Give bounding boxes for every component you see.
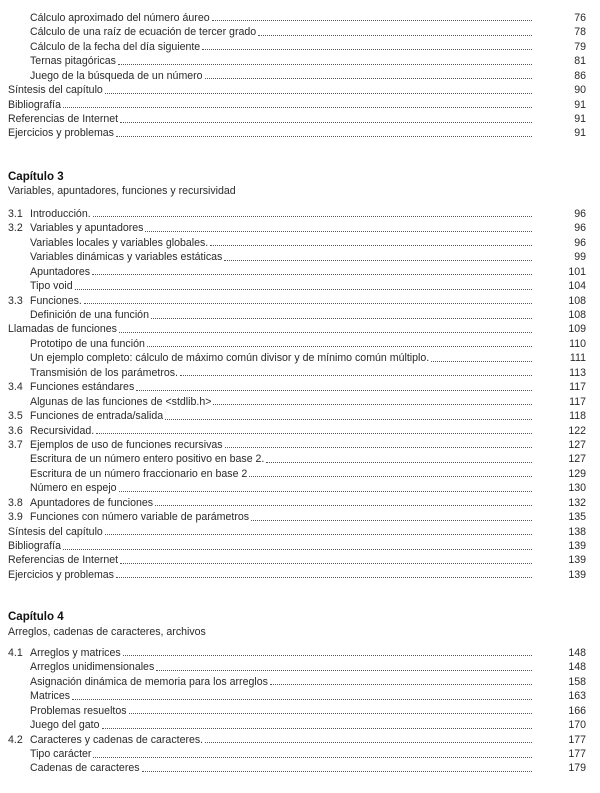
toc-entry[interactable] (8, 25, 586, 39)
toc-entry[interactable] (8, 718, 586, 732)
toc-entry[interactable] (8, 54, 586, 68)
entry-title: Apuntadores de funciones (30, 496, 154, 509)
dot-leader (251, 520, 532, 521)
page-number: 86 (574, 69, 586, 82)
page-number: 139 (568, 540, 586, 553)
toc-entry[interactable] (8, 409, 586, 423)
dot-leader (120, 122, 532, 123)
dot-leader (249, 476, 532, 477)
entry-title: Asignación dinámica de memoria para los arreglos (30, 675, 268, 688)
dot-leader (105, 534, 532, 535)
dot-leader (102, 728, 532, 729)
toc-entry[interactable] (8, 351, 586, 365)
page-number: 108 (568, 294, 586, 307)
chapter-4-subtitle: Arreglos, cadenas de caracteres, archivos (8, 626, 206, 638)
toc-entry[interactable] (8, 762, 586, 776)
page-number: 96 (574, 236, 586, 249)
page-number: 117 (569, 381, 586, 394)
entry-title: Definición de una función (30, 309, 149, 322)
page-number: 163 (568, 690, 586, 703)
toc-entry[interactable] (8, 689, 586, 703)
dot-leader (92, 274, 532, 275)
dot-leader (165, 419, 532, 420)
toc-list-chapter4 (8, 646, 586, 776)
entry-title: Arreglos unidimensionales (30, 661, 155, 674)
page-number: 177 (568, 733, 586, 746)
page-number: 158 (568, 675, 586, 688)
entry-title: Variables dinámicas y variables estáticas (30, 251, 223, 264)
entry-title: Variables locales y variables globales. (30, 236, 209, 249)
page-number: 109 (568, 323, 586, 336)
page-number: 91 (574, 113, 586, 126)
entry-title: Funciones de entrada/salida (30, 410, 164, 423)
toc-entry[interactable] (8, 733, 586, 747)
dot-leader (93, 757, 532, 758)
entry-title: Apuntadores (30, 265, 91, 278)
page-number: 129 (568, 467, 586, 480)
toc-entry[interactable] (8, 452, 586, 466)
dot-leader (205, 742, 532, 743)
entry-title: Referencias de Internet (8, 113, 119, 126)
entry-title: Juego de la búsqueda de un número (30, 69, 203, 82)
toc-entry[interactable] (8, 337, 586, 351)
section-number: 3.6 (8, 424, 23, 437)
entry-title: Funciones estándares (30, 381, 135, 394)
page-number: 130 (568, 482, 586, 495)
toc-entry[interactable] (8, 40, 586, 54)
dot-leader (431, 361, 532, 362)
toc-entry[interactable] (8, 265, 586, 279)
toc-entry[interactable] (8, 510, 586, 524)
page-number: 81 (574, 55, 586, 68)
entry-title: Ejercicios y problemas (8, 127, 114, 140)
page-number: 117 (569, 395, 586, 408)
entry-title: Cálculo de la fecha del día siguiente (30, 40, 201, 53)
toc-entry[interactable] (8, 568, 586, 582)
entry-title: Síntesis del capítulo (8, 84, 103, 97)
entry-title: Cálculo aproximado del número áureo (30, 11, 210, 24)
toc-entry[interactable] (8, 221, 586, 235)
page-number: 76 (574, 11, 586, 24)
entry-title: Ternas pitagóricas (30, 55, 116, 68)
toc-entry[interactable] (8, 112, 586, 126)
toc-entry[interactable] (8, 236, 586, 250)
section-number: 4.2 (8, 733, 23, 746)
toc-entry[interactable] (8, 424, 586, 438)
page-number: 113 (569, 366, 586, 379)
section-number: 3.4 (8, 381, 23, 394)
toc-entry[interactable] (8, 98, 586, 112)
entry-title: Referencias de Internet (8, 554, 119, 567)
section-number: 3.8 (8, 496, 23, 509)
toc-entry[interactable] (8, 250, 586, 264)
page-number: 79 (574, 40, 586, 53)
dot-leader (105, 93, 532, 94)
dot-leader (270, 684, 532, 685)
page-number: 148 (568, 646, 586, 659)
toc-list-chapter2-tail (8, 11, 586, 141)
dot-leader (96, 433, 532, 434)
dot-leader (72, 699, 532, 700)
dot-leader (151, 318, 532, 319)
page-number: 135 (568, 511, 586, 524)
entry-title: Cálculo de una raíz de ecuación de tercer grado (30, 26, 257, 39)
dot-leader (205, 78, 532, 79)
dot-leader (93, 216, 532, 217)
entry-title: Funciones. (30, 294, 82, 307)
dot-leader (63, 549, 532, 550)
entry-title: Ejercicios y problemas (8, 568, 114, 581)
dot-leader (210, 245, 532, 246)
page-number: 122 (568, 424, 586, 437)
entry-title: Bibliografía (8, 98, 61, 111)
entry-title: Juego del gato (30, 719, 100, 732)
page-number: 91 (574, 127, 586, 140)
entry-title: Ejemplos de uso de funciones recursivas (30, 438, 223, 451)
toc-entry[interactable] (8, 481, 586, 495)
page-number: 179 (568, 762, 586, 775)
toc-entry[interactable] (8, 127, 586, 141)
dot-leader (119, 491, 532, 492)
toc-entry[interactable] (8, 69, 586, 83)
entry-title: Tipo void (30, 280, 73, 293)
entry-title: Cadenas de caracteres (30, 762, 140, 775)
dot-leader (75, 289, 532, 290)
page-number: 170 (568, 719, 586, 732)
dot-leader (213, 404, 532, 405)
page-number: 96 (574, 207, 586, 220)
toc-entry[interactable] (8, 747, 586, 761)
page-number: 110 (569, 337, 586, 350)
entry-title: Un ejemplo completo: cálculo de máximo común divisor y de mínimo común múltiplo. (30, 352, 430, 365)
page-number: 127 (568, 438, 586, 451)
page-number: 78 (574, 26, 586, 39)
dot-leader (119, 332, 532, 333)
dot-leader (123, 655, 532, 656)
toc-entry[interactable] (8, 525, 586, 539)
page-number: 177 (568, 748, 586, 761)
dot-leader (155, 505, 532, 506)
entry-title: Arreglos y matrices (30, 646, 121, 659)
dot-leader (147, 346, 532, 347)
entry-title: Funciones con número variable de parámetros (30, 511, 250, 524)
entry-title: Matrices (30, 690, 71, 703)
toc-entry[interactable] (8, 395, 586, 409)
dot-leader (116, 136, 532, 137)
dot-leader (225, 447, 532, 448)
page-number: 139 (568, 568, 586, 581)
entry-title: Síntesis del capítulo (8, 525, 103, 538)
page-number: 101 (568, 265, 586, 278)
toc-entry[interactable] (8, 467, 586, 481)
entry-title: Escritura de un número fraccionario en base 2 (30, 467, 248, 480)
dot-leader (136, 390, 532, 391)
page-number: 99 (574, 251, 586, 264)
dot-leader (156, 670, 532, 671)
toc-entry[interactable] (8, 83, 586, 97)
toc-entry[interactable] (8, 11, 586, 25)
page-number: 90 (574, 84, 586, 97)
dot-leader (266, 462, 532, 463)
dot-leader (84, 303, 532, 304)
toc-entry[interactable] (8, 496, 586, 510)
page-number: 111 (569, 352, 586, 365)
entry-title: Transmisión de los parámetros. (30, 366, 178, 379)
dot-leader (212, 20, 532, 21)
toc-entry[interactable] (8, 323, 586, 337)
section-number: 3.1 (8, 207, 23, 220)
dot-leader (118, 64, 532, 65)
section-number: 3.3 (8, 294, 23, 307)
toc-list-chapter3 (8, 207, 586, 582)
page-number: 96 (574, 222, 586, 235)
toc-entry[interactable] (8, 554, 586, 568)
entry-title: Caracteres y cadenas de caracteres. (30, 733, 204, 746)
toc-entry[interactable] (8, 646, 586, 660)
section-number: 3.5 (8, 410, 23, 423)
section-number: 3.9 (8, 511, 23, 524)
page-number: 148 (568, 661, 586, 674)
entry-title: Tipo carácter (30, 748, 92, 761)
page-number: 104 (568, 280, 586, 293)
dot-leader (120, 563, 532, 564)
entry-title: Algunas de las funciones de <stdlib.h> (30, 395, 212, 408)
section-number: 4.1 (8, 646, 23, 659)
toc-entry[interactable] (8, 704, 586, 718)
toc-entry[interactable] (8, 366, 586, 380)
toc-entry[interactable] (8, 207, 586, 221)
page-number: 118 (569, 410, 586, 423)
entry-title: Número en espejo (30, 482, 117, 495)
toc-entry[interactable] (8, 675, 586, 689)
page-number: 127 (568, 453, 586, 466)
section-number: 3.7 (8, 438, 23, 451)
dot-leader (258, 35, 532, 36)
dot-leader (142, 771, 532, 772)
dot-leader (129, 713, 532, 714)
toc-entry[interactable] (8, 294, 586, 308)
toc-entry[interactable] (8, 660, 586, 674)
entry-title: Problemas resueltos (30, 704, 127, 717)
page-number: 132 (568, 496, 586, 509)
section-number: 3.2 (8, 222, 23, 235)
chapter-3-subtitle: Variables, apuntadores, funciones y recursividad (8, 185, 236, 197)
chapter-4-heading: Capítulo 4 (8, 611, 64, 623)
entry-title: Introducción. (30, 207, 91, 220)
toc-entry[interactable] (8, 279, 586, 293)
entry-title: Variables y apuntadores (30, 222, 144, 235)
dot-leader (145, 231, 532, 232)
entry-title: Recursividad. (30, 424, 95, 437)
toc-entry[interactable] (8, 308, 586, 322)
toc-entry[interactable] (8, 438, 586, 452)
entry-title: Prototipo de una función (30, 337, 145, 350)
dot-leader (180, 375, 532, 376)
page-number: 139 (568, 554, 586, 567)
page-number: 138 (568, 525, 586, 538)
page-number: 166 (568, 704, 586, 717)
entry-title: Bibliografía (8, 540, 61, 553)
dot-leader (116, 577, 532, 578)
page-number: 108 (568, 309, 586, 322)
dot-leader (224, 260, 532, 261)
toc-entry[interactable] (8, 380, 586, 394)
dot-leader (63, 107, 532, 108)
entry-title: Llamadas de funciones (8, 323, 117, 336)
toc-entry[interactable] (8, 539, 586, 553)
dot-leader (202, 49, 532, 50)
page-number: 91 (574, 98, 586, 111)
chapter-3-heading: Capítulo 3 (8, 171, 64, 183)
entry-title: Escritura de un número entero positivo en base 2. (30, 453, 265, 466)
